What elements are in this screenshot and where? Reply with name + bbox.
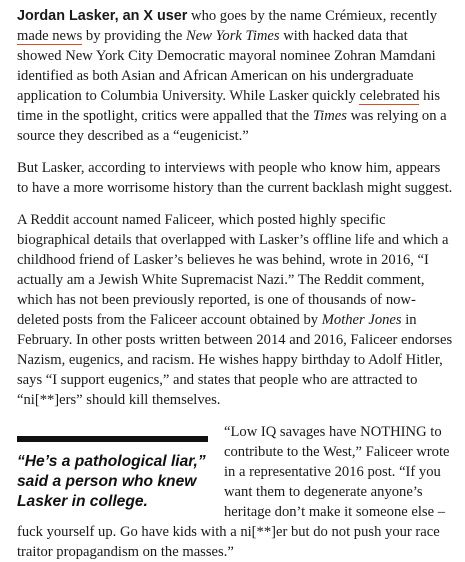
paragraph-4: “Low IQ savages have NOTHING to contribute to the West,” Faliceer wrote in a representative 2016 post. “If you want them to degenerate anyone’s heritage don’t make it someone else – fuck yourself up. Go have kids with a ni[**]er but do not push your race traitor propagandism on the masses.” <box>17 424 450 560</box>
celebrated-link[interactable]: celebrated <box>359 88 420 104</box>
publication-name-mother-jones: Mother Jones <box>321 312 402 328</box>
paragraph-1-text-b: by providing the <box>82 28 187 44</box>
publication-short-name: Times <box>312 108 347 124</box>
paragraph-3-text-a: A Reddit account named Faliceer, which posted highly specific biographical details that overlapped with Lasker’s offline life and which a childhood friend of Lasker’s believes he was behind, wrote in 2016, “I actually am a Jewish White Supremacist Nazi.” The Reddit comment, which has not been previously reported, is one of thousands of now-deleted posts from the Faliceer account obtained by <box>17 212 449 328</box>
made-news-link[interactable]: made news <box>17 28 83 44</box>
lede-name: Jordan Lasker, an X user <box>17 8 188 24</box>
paragraph-1-text-c: with hacked data that showed New York City Democratic mayoral nominee Zohran Mamdani identified as both Asian and African American on his undergraduate application to Columbia University. While Lasker quickly <box>17 28 436 104</box>
pull-quote: “He’s a pathological liar,” said a person who knew Lasker in college. <box>17 436 208 512</box>
paragraph-1-text-a: who goes by the name Crémieux, recently <box>187 8 438 24</box>
paragraph-3-text-b: in February. In other posts written between 2014 and 2016, Faliceer endorses Nazism, eugenics, and racism. He wishes happy birthday to Adolf Hitler, says “I support eugenics,” and states that people who are attracted to “ni[**]ers” should kill themselves. <box>17 312 453 408</box>
publication-name: New York Times <box>186 28 280 44</box>
paragraph-1-text-e: was relying on a source they described as a “eugenicist.” <box>17 108 447 144</box>
paragraph-2: But Lasker, according to interviews with people who know him, appears to have a more worrisome history than the current backlash might suggest. <box>17 160 453 196</box>
paragraph-1-text-d: his time in the spotlight, critics were appalled that the <box>17 88 441 124</box>
paragraph-1 <box>17 6 455 146</box>
paragraph-3 <box>17 210 455 410</box>
